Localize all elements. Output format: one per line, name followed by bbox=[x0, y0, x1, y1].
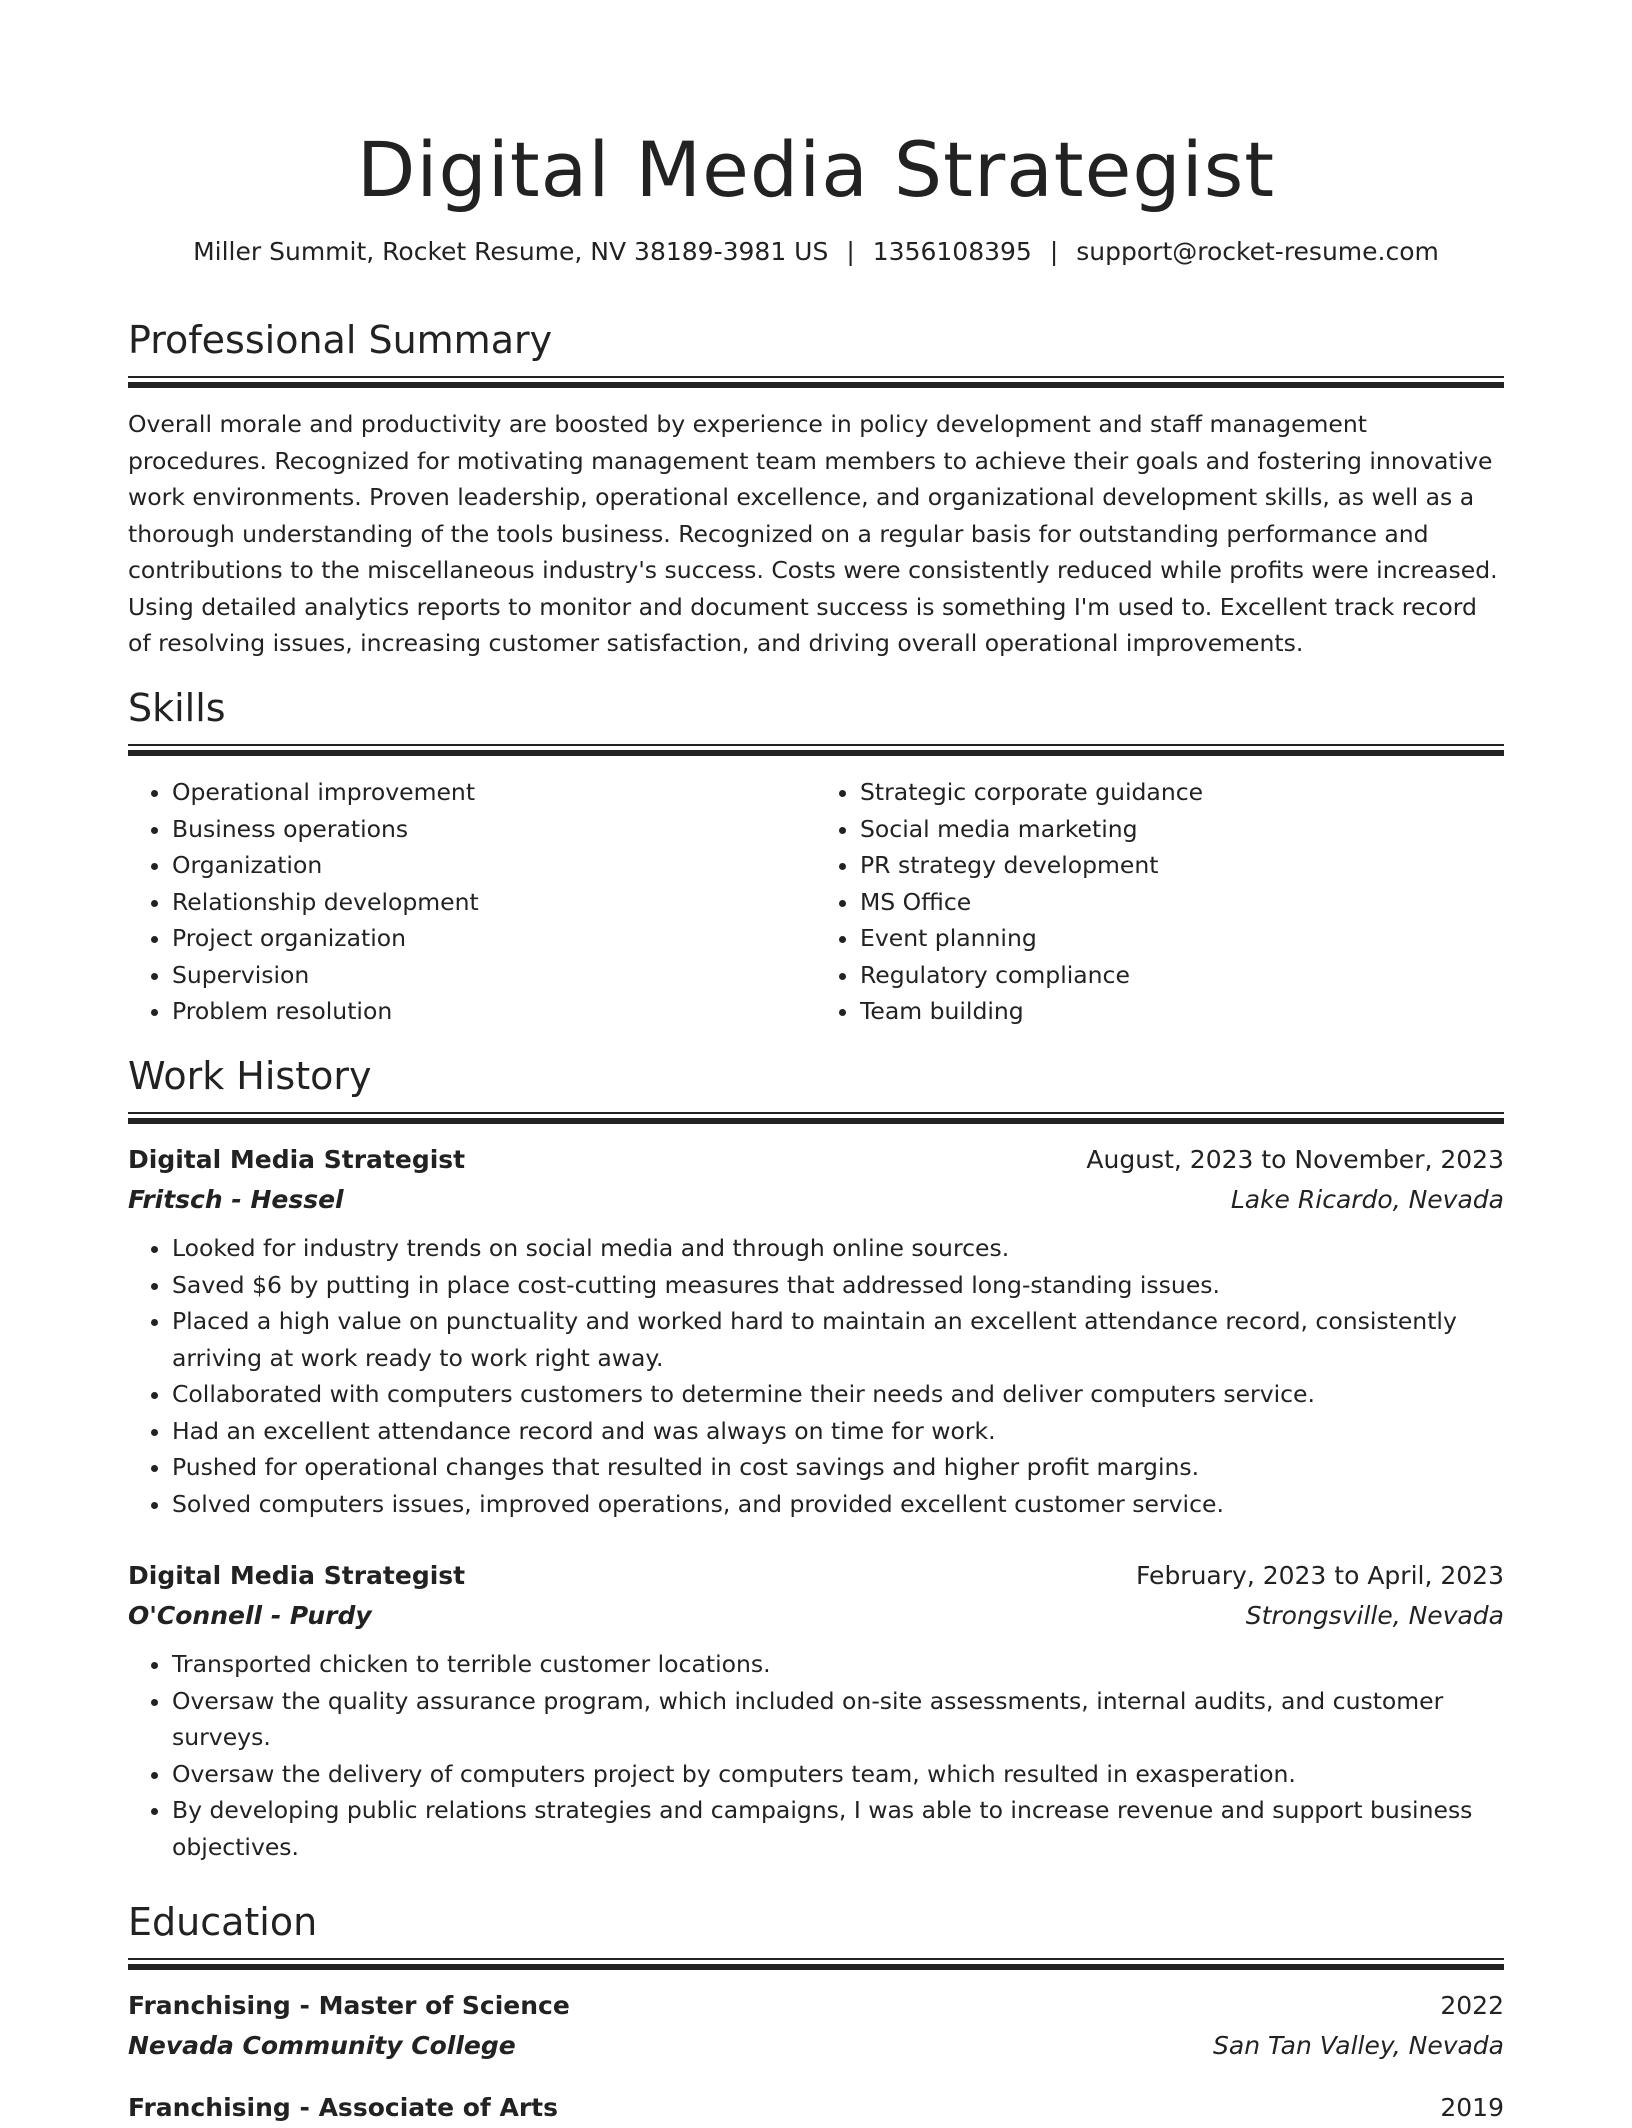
skill-item: • MS Office bbox=[860, 884, 1504, 921]
contact-phone: 1356108395 bbox=[872, 237, 1032, 266]
job-bullet: • Looked for industry trends on social media and through online sources. bbox=[172, 1230, 1504, 1267]
job-entry bbox=[128, 1556, 1504, 1865]
contact-separator: | bbox=[846, 237, 855, 266]
skill-item: • Supervision bbox=[172, 957, 816, 994]
skills-section bbox=[128, 684, 1504, 1030]
section-divider bbox=[128, 1958, 1504, 1970]
job-bullet: • Saved $6 by putting in place cost-cutting measures that addressed long-standing issues. bbox=[172, 1267, 1504, 1304]
job-title: Digital Media Strategist bbox=[128, 1561, 466, 1590]
education-header bbox=[128, 2088, 1504, 2128]
education-header bbox=[128, 1986, 1504, 2026]
education-heading: Education bbox=[128, 1900, 318, 1944]
education-degree: Franchising - Master of Science bbox=[128, 1991, 570, 2020]
contact-line bbox=[128, 236, 1504, 268]
contact-address: Miller Summit, Rocket Resume, NV 38189-3981 US bbox=[193, 237, 829, 266]
job-bullet: • Transported chicken to terrible customer locations. bbox=[172, 1646, 1504, 1683]
skill-item: • Problem resolution bbox=[172, 993, 816, 1030]
skill-item: • Social media marketing bbox=[860, 811, 1504, 848]
skill-item: • PR strategy development bbox=[860, 847, 1504, 884]
job-location: Strongsville, Nevada bbox=[1245, 1601, 1504, 1630]
job-location: Lake Ricardo, Nevada bbox=[1230, 1185, 1504, 1214]
skill-item: • Event planning bbox=[860, 920, 1504, 957]
skill-item: • Regulatory compliance bbox=[860, 957, 1504, 994]
job-title: Digital Media Strategist bbox=[128, 1145, 466, 1174]
job-bullet: • Had an excellent attendance record and was always on time for work. bbox=[172, 1413, 1504, 1450]
job-header bbox=[128, 1556, 1504, 1596]
job-bullet: • Placed a high value on punctuality and worked hard to maintain an excellent attendance record, consistently arriving at work ready to work right away. bbox=[172, 1303, 1504, 1376]
job-bullets bbox=[128, 1230, 1504, 1522]
education-entry bbox=[128, 2088, 1504, 2128]
education-location: San Tan Valley, Nevada bbox=[1213, 2031, 1504, 2060]
skills-columns bbox=[128, 774, 1504, 1030]
skill-item: • Organization bbox=[172, 847, 816, 884]
education-section bbox=[128, 1898, 1504, 2066]
section-divider bbox=[128, 376, 1504, 388]
job-dates: February, 2023 to April, 2023 bbox=[1136, 1561, 1504, 1590]
job-bullets bbox=[128, 1646, 1504, 1865]
skills-list-right bbox=[816, 774, 1504, 1030]
work-heading: Work History bbox=[128, 1054, 372, 1098]
skill-item: • Strategic corporate guidance bbox=[860, 774, 1504, 811]
skills-list-left bbox=[128, 774, 816, 1030]
education-degree: Franchising - Associate of Arts bbox=[128, 2093, 559, 2122]
work-section bbox=[128, 1052, 1504, 1522]
skill-item: • Team building bbox=[860, 993, 1504, 1030]
job-entry bbox=[128, 1140, 1504, 1522]
job-subheader bbox=[128, 1180, 1504, 1220]
education-school: Nevada Community College bbox=[128, 2031, 516, 2060]
section-divider bbox=[128, 1112, 1504, 1124]
summary-section bbox=[128, 316, 1504, 662]
education-year: 2019 bbox=[1440, 2093, 1504, 2122]
education-entry bbox=[128, 1986, 1504, 2066]
skill-item: • Business operations bbox=[172, 811, 816, 848]
contact-separator: | bbox=[1049, 237, 1059, 266]
skill-item: • Relationship development bbox=[172, 884, 816, 921]
section-divider bbox=[128, 744, 1504, 756]
job-company: Fritsch - Hessel bbox=[128, 1185, 344, 1214]
job-company: O'Connell - Purdy bbox=[128, 1601, 372, 1630]
skill-item: • Project organization bbox=[172, 920, 816, 957]
contact-email: support@rocket-resume.com bbox=[1076, 237, 1439, 266]
job-bullet: • By developing public relations strategies and campaigns, I was able to increase revenue and support business objectives. bbox=[172, 1792, 1504, 1865]
summary-text: Overall morale and productivity are boosted by experience in policy development and staff management procedures. Recognized for motivating management team members to achieve their goals and fostering innovative work environments. Proven leadership, operational excellence, and organizational development skills, as well as a thorough understanding of the tools business. Recognized on a regular basis for outstanding performance and contributions to the miscellaneous industry's success. Costs were consistently reduced while profits were increased. Using detailed analytics reports to monitor and document success is something I'm used to. Excellent track record of resolving issues, increasing customer satisfaction, and driving overall operational improvements. bbox=[128, 410, 1498, 657]
job-subheader bbox=[128, 1596, 1504, 1636]
job-bullet: • Solved computers issues, improved operations, and provided excellent customer service. bbox=[172, 1486, 1504, 1523]
job-bullet: • Pushed for operational changes that resulted in cost savings and higher profit margins. bbox=[172, 1449, 1504, 1486]
candidate-name: Digital Media Strategist bbox=[356, 125, 1276, 214]
skill-item: • Operational improvement bbox=[172, 774, 816, 811]
job-bullet: • Oversaw the quality assurance program, which included on-site assessments, internal audits, and customer surveys. bbox=[172, 1683, 1504, 1756]
resume-page bbox=[128, 0, 1504, 2122]
education-subheader bbox=[128, 2026, 1504, 2066]
summary-heading: Professional Summary bbox=[128, 318, 553, 362]
job-dates: August, 2023 to November, 2023 bbox=[1086, 1145, 1504, 1174]
job-header bbox=[128, 1140, 1504, 1180]
job-bullet: • Collaborated with computers customers to determine their needs and deliver computers service. bbox=[172, 1376, 1504, 1413]
education-year: 2022 bbox=[1440, 1991, 1504, 2020]
job-bullet: • Oversaw the delivery of computers project by computers team, which resulted in exasperation. bbox=[172, 1756, 1504, 1793]
skills-heading: Skills bbox=[128, 686, 226, 730]
